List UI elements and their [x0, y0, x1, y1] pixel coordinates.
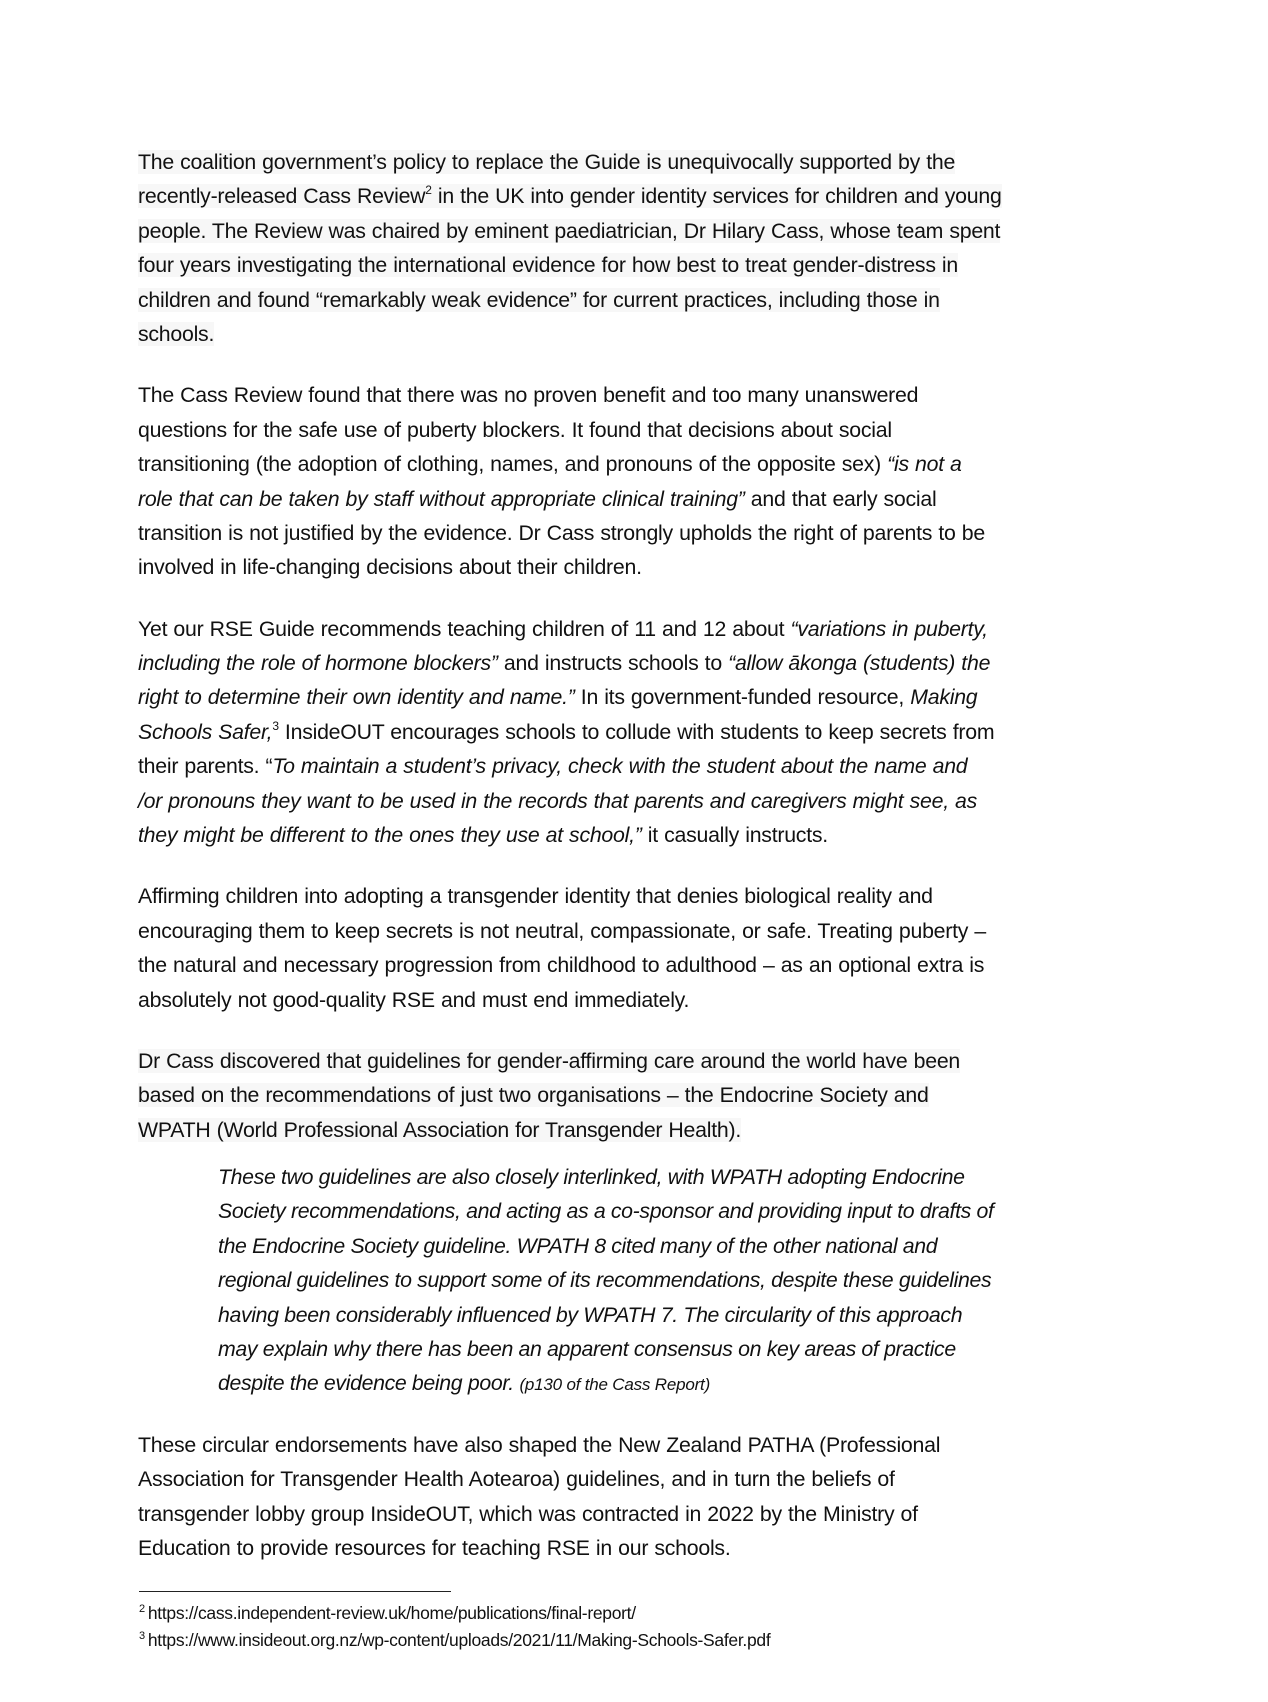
text-segment: four years investigating the international evidence for how best to treat gender-distress in	[138, 253, 958, 278]
quote-citation: (p130 of the Cass Report)	[519, 1375, 711, 1395]
text-segment: their parents. “	[138, 754, 273, 779]
text-segment: The coalition government’s policy to replace the Guide is unequivocally supported by the	[138, 150, 956, 174]
quote-line	[218, 1160, 1128, 1194]
text-line	[138, 818, 1128, 852]
text-segment: the natural and necessary progression from childhood to adulthood – as an optional extra is	[138, 953, 985, 978]
text-segment: WPATH (World Professional Association for Transgender Health).	[138, 1117, 741, 1142]
block-quote	[218, 1160, 1128, 1401]
text-segment: in the UK into gender identity services for children and young	[431, 184, 1002, 209]
line-content	[138, 418, 892, 442]
line-content	[138, 521, 985, 545]
text-line	[138, 983, 1128, 1017]
footnote-number: 3	[139, 1630, 145, 1642]
text-line	[138, 145, 1128, 179]
line-content	[138, 953, 984, 977]
paragraph-p2	[138, 378, 1128, 584]
text-segment: In its government-funded resource,	[574, 685, 911, 710]
text-line	[138, 784, 1128, 818]
line-content	[138, 288, 940, 312]
italic-quote-text: role that can be taken by staff without appropriate clinical training”	[138, 486, 745, 511]
line-content	[138, 617, 988, 641]
text-line	[138, 1113, 1128, 1147]
line-content	[138, 555, 642, 579]
text-line	[138, 550, 1128, 584]
text-line: Association for Transgender Health Aotearoa) guidelines, and in turn the beliefs of	[138, 1467, 895, 1492]
italic-quote-text: “allow ākonga (students) the	[728, 651, 991, 676]
line-content	[138, 150, 955, 174]
quote-text: despite the evidence being poor.	[218, 1371, 514, 1396]
block-quote-lines	[218, 1160, 1128, 1401]
text-line	[138, 179, 1128, 213]
quote-line	[218, 1332, 1128, 1366]
line-content	[138, 1049, 960, 1073]
text-line	[138, 214, 1128, 248]
text-line	[138, 317, 1128, 351]
footnote-link[interactable]: https://www.insideout.org.nz/wp-content/uploads/2021/11/Making-Schools-Safer.pdf	[147, 1630, 771, 1650]
footnote-number: 2	[139, 1603, 145, 1615]
text-segment: and that early social	[744, 486, 937, 511]
italic-quote-text: including the role of hormone blockers”	[138, 651, 498, 676]
text-line: Education to provide resources for teaching RSE in our schools.	[138, 1536, 731, 1561]
text-segment: schools.	[138, 321, 215, 346]
text-line	[138, 646, 1128, 680]
text-segment: Dr Cass discovered that guidelines for gender-affirming care around the world have been	[138, 1048, 961, 1073]
italic-quote-text: “variations in puberty,	[790, 616, 988, 641]
text-line	[138, 948, 1128, 982]
text-line	[138, 248, 1128, 282]
text-segment: InsideOUT encourages schools to collude with students to keep secrets from	[278, 719, 995, 744]
italic-quote-text: /or pronouns they want to be used in the records that parents and caregivers might see, as	[138, 788, 978, 813]
text-segment: Yet our RSE Guide recommends teaching children of 11 and 12 about	[138, 616, 791, 641]
line-content	[138, 1118, 741, 1142]
text-line	[138, 612, 1128, 646]
line-content	[138, 452, 962, 476]
quote-text: regional guidelines to support some of its recommendations, despite these guidelines	[218, 1268, 992, 1293]
line-content	[138, 184, 1002, 208]
text-line	[138, 516, 1128, 550]
line-content	[138, 823, 828, 847]
quote-line	[218, 1194, 1128, 1228]
footnote-reference[interactable]: 2	[425, 183, 432, 198]
line-content	[138, 789, 977, 813]
quote-text: may explain why there has been an apparent consensus on key areas of practice	[218, 1336, 956, 1361]
footnote-reference[interactable]: 3	[272, 718, 279, 733]
text-line: transgender lobby group InsideOUT, which was contracted in 2022 by the Ministry of	[138, 1501, 918, 1526]
quote-line	[218, 1298, 1128, 1332]
text-segment: recently-released Cass Review	[138, 184, 426, 209]
quote-text: These two guidelines are also closely interlinked, with WPATH adopting Endocrine	[218, 1165, 965, 1189]
footnote-3[interactable]	[139, 1627, 770, 1654]
italic-quote-text: Schools Safer,	[138, 719, 273, 744]
text-line	[138, 1044, 1128, 1078]
text-line	[138, 715, 1128, 749]
closing-paragraph	[138, 1428, 1128, 1566]
line-content	[138, 383, 918, 407]
paragraph-p5	[138, 1044, 1128, 1147]
quote-line	[218, 1229, 1128, 1263]
text-segment: encouraging them to keep secrets is not neutral, compassionate, or safe. Treating puberty –	[138, 918, 986, 943]
text-segment: it casually instructs.	[641, 823, 828, 848]
line-content	[138, 651, 990, 675]
line-content	[138, 754, 967, 778]
italic-quote-text: To maintain a student’s privacy, check with the student about the name and	[272, 754, 968, 779]
text-line	[138, 447, 1128, 481]
text-line	[138, 680, 1128, 714]
line-content	[138, 884, 933, 908]
quote-text: the Endocrine Society guideline. WPATH 8 cited many of the other national and	[218, 1233, 938, 1258]
text-segment: children and found “remarkably weak evidence” for current practices, including those in	[138, 287, 940, 312]
closing-paragraph-lines	[138, 1428, 1128, 1566]
text-line	[138, 1078, 1128, 1112]
line-content	[138, 919, 986, 943]
text-line	[138, 879, 1128, 913]
text-segment: based on the recommendations of just two organisations – the Endocrine Society and	[138, 1083, 929, 1108]
line-content	[138, 487, 936, 511]
text-segment: The Cass Review found that there was no proven benefit and too many unanswered	[138, 383, 919, 408]
text-line	[138, 914, 1128, 948]
text-line	[138, 283, 1128, 317]
quote-text: having been considerably influenced by WPATH 7. The circularity of this approach	[218, 1302, 963, 1327]
text-line: These circular endorsements have also shaped the New Zealand PATHA (Professional	[138, 1433, 941, 1457]
line-content	[138, 322, 214, 346]
quote-text: Society recommendations, and acting as a co-sponsor and providing input to drafts of	[218, 1199, 994, 1224]
italic-quote-text: right to determine their own identity and name.”	[138, 685, 575, 710]
text-segment: questions for the safe use of puberty blockers. It found that decisions about social	[138, 417, 892, 442]
italic-quote-text: “is not a	[887, 452, 962, 477]
body-paragraphs	[138, 145, 1128, 1147]
paragraph-p1	[138, 145, 1128, 351]
italic-quote-text: they might be different to the ones they use at school,”	[138, 823, 642, 848]
footnote-link[interactable]: https://cass.independent-review.uk/home/publications/final-report/	[147, 1603, 636, 1623]
text-segment: people. The Review was chaired by eminent paediatrician, Dr Hilary Cass, whose team spent	[138, 218, 1001, 243]
text-line	[138, 749, 1128, 783]
text-segment: and instructs schools to	[497, 651, 729, 676]
text-segment: involved in life-changing decisions about their children.	[138, 555, 642, 580]
paragraph-p3	[138, 612, 1128, 853]
footnotes	[139, 1600, 770, 1654]
italic-quote-text: Making	[910, 685, 978, 710]
footnote-separator	[139, 1591, 451, 1592]
line-content	[138, 1083, 929, 1107]
text-segment: transition is not justified by the evidence. Dr Cass strongly upholds the right of parents to be	[138, 520, 985, 545]
text-line	[138, 378, 1128, 412]
text-segment: Affirming children into adopting a transgender identity that denies biological reality and	[138, 884, 933, 909]
line-content	[138, 253, 958, 277]
line-content	[138, 720, 994, 744]
text-segment: transitioning (the adoption of clothing, names, and pronouns of the opposite sex)	[138, 452, 888, 477]
quote-line	[218, 1263, 1128, 1297]
text-line	[138, 413, 1128, 447]
paragraph-p4	[138, 879, 1128, 1017]
line-content	[138, 988, 689, 1012]
footnote-2[interactable]	[139, 1600, 770, 1627]
quote-line	[218, 1366, 1128, 1400]
text-line	[138, 482, 1128, 516]
line-content	[138, 219, 1000, 243]
line-content	[138, 685, 977, 709]
text-segment: absolutely not good-quality RSE and must end immediately.	[138, 987, 690, 1012]
